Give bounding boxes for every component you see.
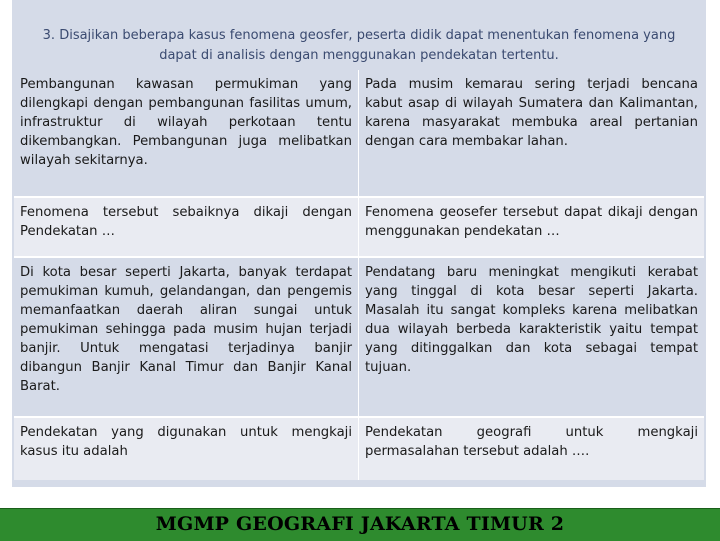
case-table [14, 70, 704, 480]
case-2-text: Pada musim kemarau sering terjadi bencana kabut asap di wilayah Sumatera dan Kalimantan, karena masyarakat membuka areal pertanian dengan cara membakar lahan. [359, 70, 704, 198]
case-1-question: Fenomena tersebut sebaiknya dikaji dengan Pendekatan … [14, 198, 359, 258]
question-header [12, 26, 706, 70]
question-line-1: 3. Disajikan beberapa kasus fenomena geosfer, peserta didik dapat menentukan fenomena yang [42, 28, 676, 43]
case-1-text: Pembangunan kawasan permukiman yang dilengkapi dengan pembangunan fasilitas umum, infrastruktur di wilayah perkotaan tentu dikembangkan. Pembangunan juga melibatkan wilayah sekitarnya. [14, 70, 359, 198]
question-line-2: dapat di analisis dengan menggunakan pendekatan tertentu. [159, 48, 559, 63]
case-4-text: Pendatang baru meningkat mengikuti kerabat yang tinggal di kota besar seperti Jakarta. Masalah itu sangat kompleks karena melibatkan dua wilayah berbeda karakteristik yaitu tempat yang ditinggalkan dan kota sebagai tempat tujuan. [359, 258, 704, 418]
case-3-text: Di kota besar seperti Jakarta, banyak terdapat pemukiman kumuh, gelandangan, dan pengemis memanfaatkan daerah aliran sungai untuk pemukiman sehingga pada musim hujan terjadi banjir. Untuk mengatasi terjadinya banjir dibangun Banjir Kanal Timur dan Banjir Kanal Barat. [14, 258, 359, 418]
footer-banner [0, 508, 720, 541]
case-4-question: Pendekatan geografi untuk mengkaji permasalahan tersebut adalah …. [359, 418, 704, 480]
case-2-question: Fenomena geosefer tersebut dapat dikaji dengan menggunakan pendekatan … [359, 198, 704, 258]
case-3-question: Pendekatan yang digunakan untuk mengkaji kasus itu adalah [14, 418, 359, 480]
footer-title: MGMP GEOGRAFI JAKARTA TIMUR 2 [155, 513, 565, 535]
